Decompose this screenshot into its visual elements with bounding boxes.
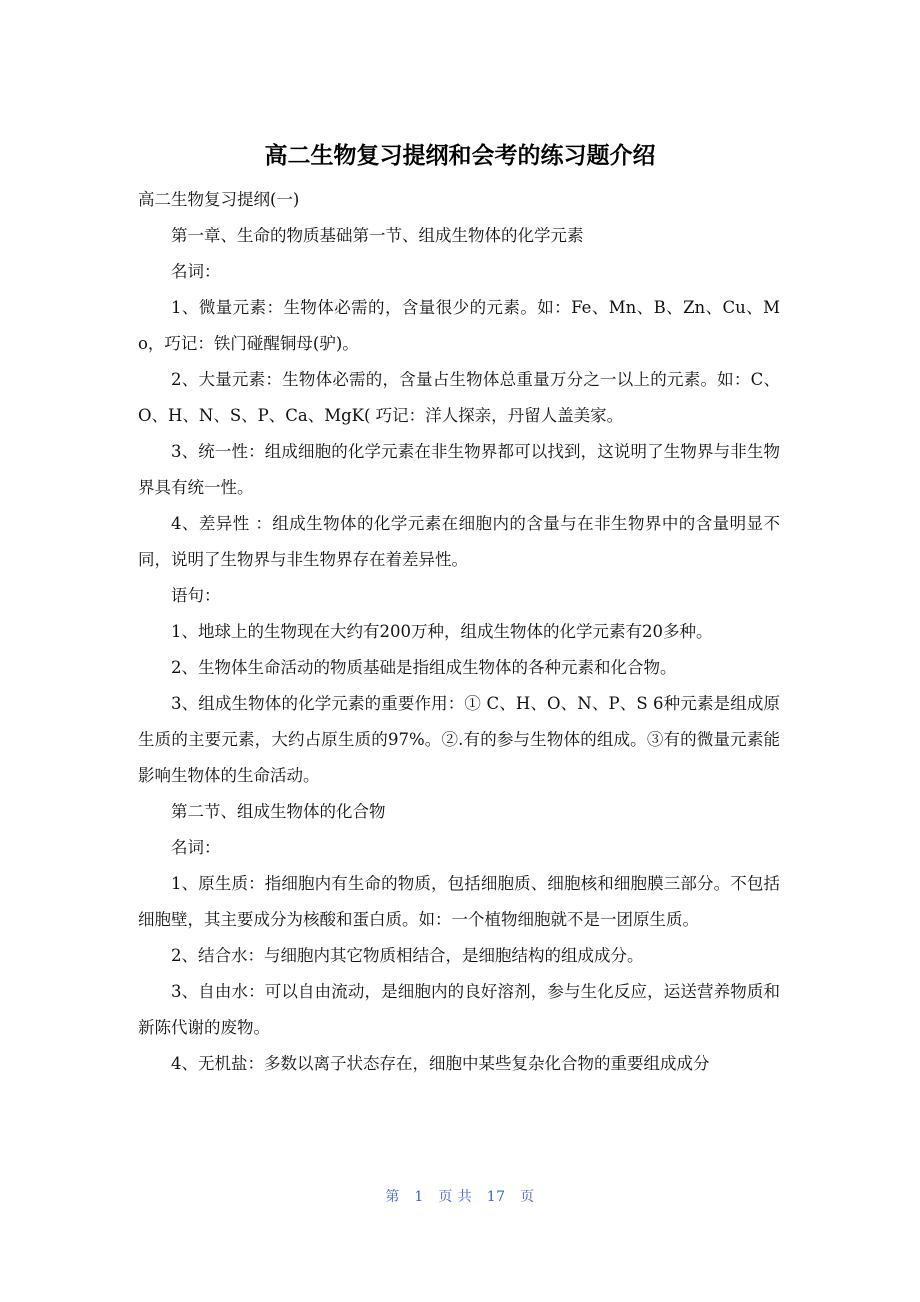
section-heading: 第二节、组成生物体的化合物 [171, 802, 386, 821]
paragraph: 1、微量元素：生物体必需的，含量很少的元素。如：Fe、Mn、B、Zn、Cu、Mo，巧记：铁门碰醒铜母(驴)。 [138, 298, 780, 353]
paragraph: 2、生物体生命活动的物质基础是指组成生物体的各种元素和化合物。 [171, 658, 677, 677]
subsection-label: 名词： [171, 262, 221, 281]
chapter-heading: 第一章、生命的物质基础第一节、组成生物体的化学元素 [171, 226, 584, 245]
paragraph: 1、原生质：指细胞内有生命的物质，包括细胞质、细胞核和细胞膜三部分。不包括细胞壁，其主要成分为核酸和蛋白质。如：一个植物细胞就不是一团原生质。 [138, 874, 780, 929]
paragraph: 3、统一性：组成细胞的化学元素在非生物界都可以找到，这说明了生物界与非生物界具有统一性。 [138, 442, 780, 497]
document-body [138, 182, 780, 1082]
paragraph: 4、差异性 ：组成生物体的化学元素在细胞内的含量与在非生物界中的含量明显不同，说明了生物界与非生物界存在着差异性。 [138, 514, 780, 569]
paragraph: 2、结合水：与细胞内其它物质相结合，是细胞结构的组成成分。 [171, 946, 644, 965]
page-footer: 第 1 页 共 17 页 [385, 1189, 535, 1205]
paragraph: 3、自由水：可以自由流动，是细胞内的良好溶剂，参与生化反应，运送营养物质和新陈代谢的废物。 [138, 982, 780, 1037]
paragraph: 4、无机盐：多数以离子状态存在，细胞中某些复杂化合物的重要组成成分 [171, 1054, 710, 1073]
document-title: 高二生物复习提纲和会考的练习题介绍 [264, 143, 656, 169]
section-heading: 高二生物复习提纲(一) [138, 190, 300, 209]
paragraph: 3、组成生物体的化学元素的重要作用：① C、H、O、N、P、S 6种元素是组成原生质的主要元素，大约占原生质的97%。②.有的参与生物体的组成。③有的微量元素能影响生物体的生命活动。 [138, 694, 780, 785]
subsection-label: 语句： [171, 586, 221, 605]
subsection-label: 名词： [171, 838, 221, 857]
paragraph: 1、地球上的生物现在大约有200万种，组成生物体的化学元素有20多种。 [171, 622, 713, 641]
paragraph: 2、大量元素：生物体必需的，含量占生物体总重量万分之一以上的元素。如：C、 O、H、N、S、P、Ca、MgK( 巧记：洋人探亲，丹留人盖美家。 [138, 370, 780, 425]
